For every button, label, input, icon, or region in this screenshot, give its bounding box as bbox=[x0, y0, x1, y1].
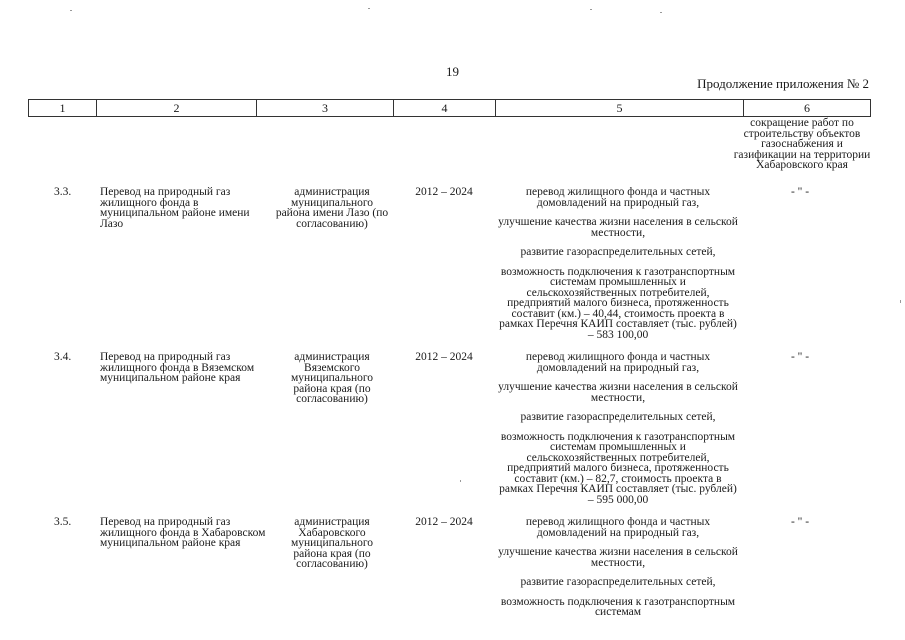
result-item: развитие газораспределительных сетей, bbox=[520, 411, 716, 423]
scan-speck bbox=[460, 480, 461, 482]
ditto-mark: - " - bbox=[790, 516, 810, 528]
header-col-5: 5 bbox=[496, 100, 744, 116]
result-item: перевод жилищного фонда и частных домовладений на природный газ, bbox=[525, 516, 711, 539]
result-item: возможность подключения к газотранспортным системам bbox=[500, 595, 736, 618]
period: 2012 – 2024 bbox=[415, 516, 473, 528]
ditto-mark: - " - bbox=[790, 186, 810, 198]
scan-speck bbox=[660, 12, 662, 13]
period: 2012 – 2024 bbox=[415, 351, 473, 363]
result-item: перевод жилищного фонда и частных домовладений на природный газ, bbox=[525, 186, 711, 209]
measure-name: Перевод на природный газ жилищного фонда в Вяземском муниципальном районе края bbox=[100, 351, 255, 384]
result-item: улучшение качества жизни населения в сельской местности, bbox=[498, 381, 738, 404]
header-col-1: 1 bbox=[29, 100, 97, 116]
scan-speck bbox=[900, 300, 901, 303]
result-item: возможность подключения к газотранспортным системам промышленных и сельскохозяйственных потребителей, предприятий малого бизнеса, протяженность составит (км.) – 82,7, стоимость проекта в рамках Перечня КАИП составляет (тыс. рублей) – 595 000,00 bbox=[499, 430, 737, 506]
executor: администрация Вяземского муниципального района края (по согласованию) bbox=[290, 351, 374, 405]
header-col-4: 4 bbox=[394, 100, 496, 116]
result-item: перевод жилищного фонда и частных домовладений на природный газ, bbox=[525, 351, 711, 374]
period: 2012 – 2024 bbox=[415, 186, 473, 198]
executor: администрация муниципального района имени Лазо (по согласованию) bbox=[275, 186, 389, 230]
header-col-2: 2 bbox=[97, 100, 257, 116]
expected-results bbox=[497, 517, 739, 627]
header-col-3: 3 bbox=[257, 100, 394, 116]
scan-speck bbox=[70, 10, 72, 11]
result-item: улучшение качества жизни населения в сельской местности, bbox=[498, 546, 738, 569]
page-number: 19 bbox=[446, 64, 459, 79]
expected-results bbox=[497, 187, 739, 349]
scan-speck bbox=[368, 8, 370, 9]
ditto-mark: - " - bbox=[790, 351, 810, 363]
result-item: возможность подключения к газотранспортным системам промышленных и сельскохозяйственных потребителей, предприятий малого бизнеса, протяженность составит (км.) – 40,44, стоимость проекта в рамках Перечня КАИП составляет (тыс. рублей) – 583 100,00 bbox=[499, 265, 737, 341]
measure-name: Перевод на природный газ жилищного фонда в муниципальном районе имени Лазо bbox=[100, 186, 250, 230]
result-item: улучшение качества жизни населения в сельской местности, bbox=[498, 216, 738, 239]
expected-results bbox=[497, 352, 739, 514]
executor: администрация Хабаровского муниципального района края (по согласованию) bbox=[290, 516, 374, 570]
measure-name: Перевод на природный газ жилищного фонда в Хабаровском муниципальном районе края bbox=[100, 516, 266, 549]
table-header-row bbox=[28, 99, 871, 117]
scan-speck bbox=[590, 9, 592, 10]
appendix-continuation-label: Продолжение приложения № 2 bbox=[697, 76, 869, 91]
result-item: развитие газораспределительных сетей, bbox=[520, 576, 716, 588]
row-number: 3.4. bbox=[54, 351, 72, 363]
previous-row-col6-fragment: сокращение работ по строительству объектов газоснабжения и газификации на территории Хабаровского края bbox=[733, 117, 871, 171]
row-number: 3.3. bbox=[54, 186, 72, 198]
header-col-6: 6 bbox=[804, 101, 810, 115]
row-number: 3.5. bbox=[54, 516, 72, 528]
result-item: развитие газораспределительных сетей, bbox=[520, 246, 716, 258]
